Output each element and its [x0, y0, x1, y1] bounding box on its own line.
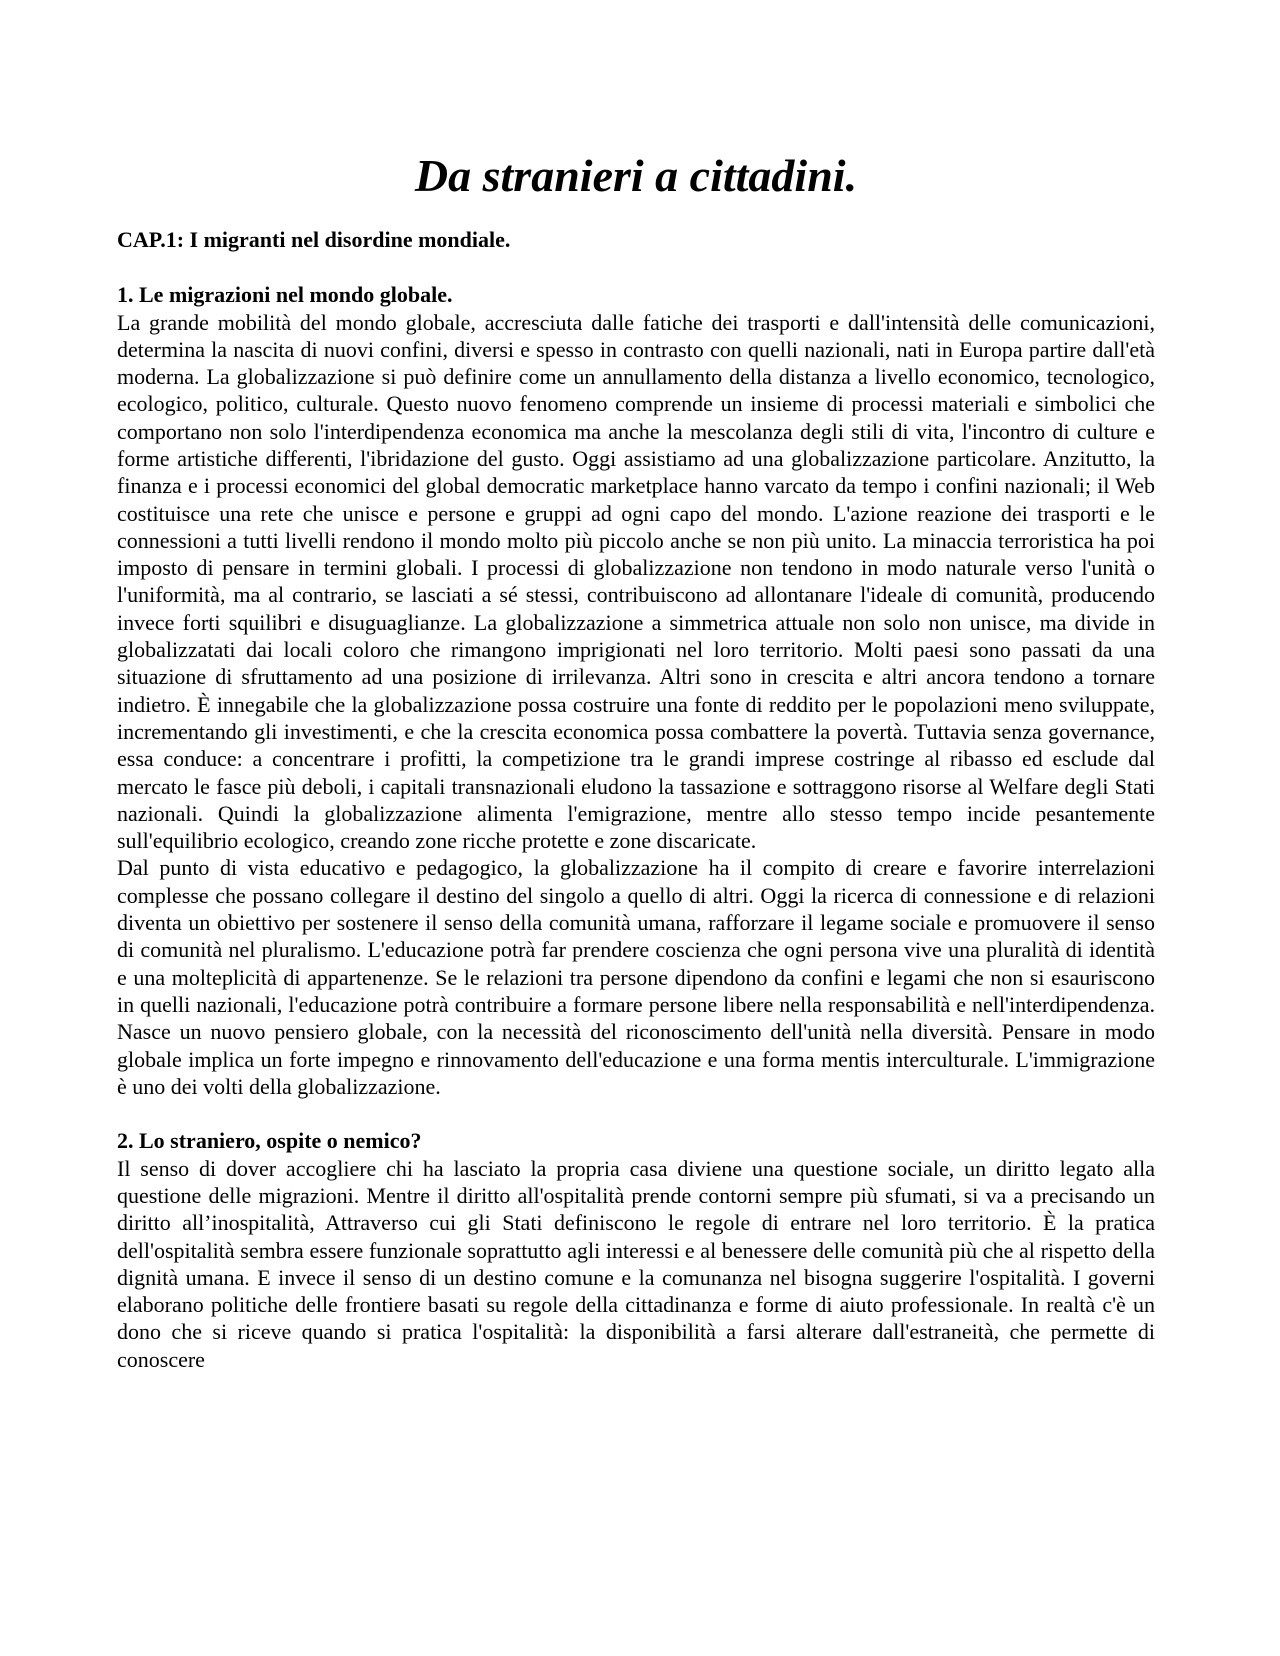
chapter-heading: CAP.1: I migranti nel disordine mondiale. — [117, 227, 511, 252]
document-title: Da stranieri a cittadini. — [414, 150, 858, 201]
section-2-paragraph-1: Il senso di dover accogliere chi ha lasciato la propria casa diviene una questione sociale, un diritto legato alla questione delle migrazioni. Mentre il diritto all'ospitalità prende contorni sempre più sfumati, si va a precisando un diritto all’inospitalità, Attraverso cui gli Stati definiscono le regole di entrare nel loro territorio. È la pratica dell'ospitalità sembra essere funzionale soprattutto agli interessi e al benessere delle comunità più che al rispetto della dignità umana. E invece il senso di un destino comune e la comunanza nel bisogna suggerire l'ospitalità. I governi elaborano politiche delle frontiere basati su regole della cittadinanza e forme di aiuto professionale. In realtà c'è un dono che si riceve quando si pratica l'ospitalità: la disponibilità a farsi alterare dall'estraneità, che permette di conoscere — [117, 1155, 1155, 1372]
section-1-paragraph-2: Dal punto di vista educativo e pedagogico, la globalizzazione ha il compito di creare e favorire interrelazioni complesse che possano collegare il destino del singolo a quello di altri. Oggi la ricerca di connessione e di relazioni diventa un obiettivo per sostenere il senso della comunità umana, rafforzare il legame sociale e promuovere il senso di comunità nel pluralismo. L'educazione potrà far prendere coscienza che ogni persona vive una pluralità di identità e una molteplicità di appartenenze. Se le relazioni tra persone dipendono da confini e legami che non si esauriscono in quelli nazionali, l'educazione potrà contribuire a formare persone libere nella responsabilità e nell'interdipendenza. Nasce un nuovo pensiero globale, con la necessità del riconoscimento dell'unità nella diversità. Pensare in modo globale implica un forte impegno e rinnovamento dell'educazione e una forma mentis interculturale. L'immigrazione è uno dei volti della globalizzazione. — [117, 855, 1155, 1099]
document-page — [117, 140, 1155, 1373]
section-heading-2: 2. Lo straniero, ospite o nemico? — [117, 1128, 422, 1154]
section-heading-1: 1. Le migrazioni nel mondo globale. — [117, 282, 453, 307]
section-1-paragraph-1: La grande mobilità del mondo globale, accresciuta dalle fatiche dei trasporti e dall'intensità delle comunicazioni, determina la nascita di nuovi confini, diversi e spesso in contrasto con quelli nazionali, nati in Europa partire dall'età moderna. La globalizzazione si può definire come un annullamento della distanza a livello economico, tecnologico, ecologico, politico, culturale. Questo nuovo fenomeno comprende un insieme di processi materiali e simbolici che comportano non solo l'interdipendenza economica ma anche la mescolanza degli stili di vita, l'incontro di culture e forme artistiche differenti, l'ibridazione del gusto. Oggi assistiamo ad una globalizzazione particolare. Anzitutto, la finanza e i processi economici del global democratic marketplace hanno varcato da tempo i confini nazionali; il Web costituisce una rete che unisce e persone e gruppi ad ogni capo del mondo. L'azione reazione dei trasporti e le connessioni a tutti livelli rendono il mondo molto più piccolo anche se non più unito. La minaccia terroristica ha poi imposto di pensare in termini globali. I processi di globalizzazione non tendono in modo naturale verso l'unità o l'uniformità, ma al contrario, se lasciati a sé stessi, contribuiscono ad allontanare l'ideale di comunità, producendo invece forti squilibri e disuguaglianze. La globalizzazione a simmetrica attuale non solo non unisce, ma divide in globalizzatati dai locali coloro che rimangono imprigionati nel loro territorio. Molti paesi sono passati da una situazione di sfruttamento ad una posizione di irrilevanza. Altri sono in crescita e altri ancora tendono a tornare indietro. È innegabile che la globalizzazione possa costruire una fonte di reddito per le popolazioni meno sviluppate, incrementando gli investimenti, e che la crescita economica possa combattere la povertà. Tuttavia senza governance, essa conduce: a concentrare i profitti, la competizione tra le grandi imprese costringe al ribasso ed esclude dal mercato le fasce più deboli, i capitali transnazionali eludono la tassazione e sottraggono risorse al Welfare degli Stati nazionali. Quindi la globalizzazione alimenta l'emigrazione, mentre allo stesso tempo incide pesantemente sull'equilibrio ecologico, creando zone ricche protette e zone discaricate. — [117, 309, 1155, 854]
